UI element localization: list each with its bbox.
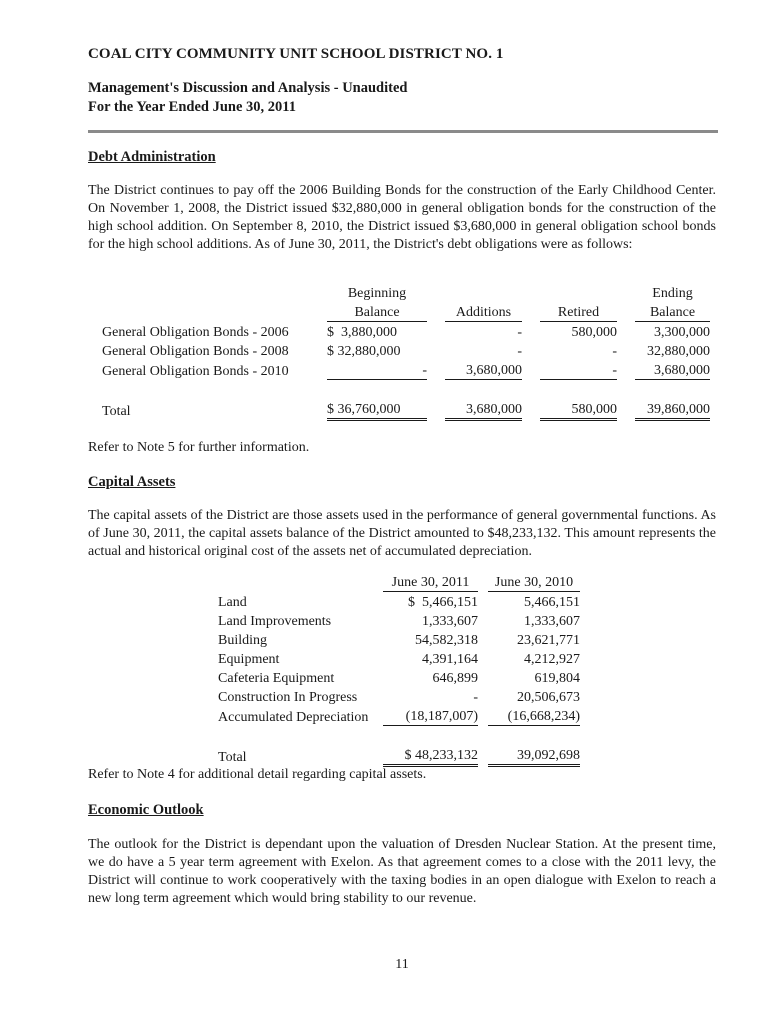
row-retired: 580,000 [571,325,617,340]
row-ending: 32,880,000 [647,344,710,359]
row-label: Accumulated Depreciation [218,709,369,725]
debt-header-row-1 [102,283,710,302]
row-2011: - [473,690,478,705]
table-row [218,668,580,687]
row-label: General Obligation Bonds - 2006 [102,325,289,340]
row-label: General Obligation Bonds - 2010 [102,363,289,379]
row-retired: - [612,344,617,359]
col-ending-2: Balance [635,302,710,322]
capital-heading: Capital Assets [88,474,176,490]
col-2010: June 30, 2010 [488,572,580,592]
table-row [218,611,580,630]
debt-header-row-2 [102,302,710,322]
col-additions: Additions [445,302,522,322]
row-2010: 5,466,151 [524,595,580,610]
table-row [102,322,710,342]
row-2011: 646,899 [432,671,478,686]
row-label: Land [218,595,247,610]
col-2011: June 30, 2011 [383,572,478,592]
row-2010: (16,668,234) [488,706,580,726]
row-2011: $ 5,466,151 [408,595,478,610]
table-row [218,592,580,612]
row-2010: 23,621,771 [517,633,580,648]
row-label: Cafeteria Equipment [218,671,335,686]
table-row [218,649,580,668]
row-retired: - [540,360,617,380]
total-additions: 3,680,000 [445,399,522,420]
row-label: Land Improvements [218,614,332,629]
total-label: Total [102,403,131,419]
total-retired: 580,000 [540,399,617,420]
total-beginning: $ 36,760,000 [327,399,427,420]
row-additions: - [517,344,522,359]
capital-paragraph: The capital assets of the District are those assets used in the performance of general governmental functions. As of June 30, 2011, the capital assets balance of the District amounted to $48,233,132. This amount represents the actual and historical original cost of the assets net of accumulated depreciation. [88,508,716,559]
report-subtitle: Management's Discussion and Analysis - Unaudited [88,80,408,96]
row-additions: - [517,325,522,340]
economic-paragraph: The outlook for the District is dependant upon the valuation of Dresden Nuclear Station. At the present time, we do have a 5 year term agreement with Exelon. As that agreement comes to a close with the 2011 levy, the District will continue to work cooperatively with the taxing bodies in an open dialogue with Exelon to reach a new long term agreement which would bring stability to our revenue. [88,837,716,906]
col-beginning-2: Balance [327,302,427,322]
debt-table [102,283,710,421]
row-ending: 3,300,000 [654,325,710,340]
total-ending: 39,860,000 [635,399,710,420]
total-label: Total [218,749,247,765]
row-label: General Obligation Bonds - 2008 [102,344,289,359]
col-ending-1: Ending [652,286,693,301]
table-row [218,630,580,649]
total-2010: 39,092,698 [488,745,580,766]
row-2010: 1,333,607 [524,614,580,629]
economic-heading: Economic Outlook [88,802,204,818]
total-row [102,399,710,420]
page-number: 11 [395,957,409,972]
row-label: Construction In Progress [218,690,358,705]
row-2011: 4,391,164 [422,652,478,667]
debt-paragraph: The District continues to pay off the 2006 Building Bonds for the construction of the Early Childhood Center. On November 1, 2008, the District issued $32,880,000 in general obligation bonds for the construction of the high school addition. On September 8, 2010, the District issued $3,680,000 in general obligation school bonds for the high school additions. As of June 30, 2011, the District's debt obligations were as follows: [88,183,716,252]
debt-heading: Debt Administration [88,149,216,165]
debt-note: Refer to Note 5 for further information. [88,440,310,455]
table-row [102,360,710,380]
row-beginning: - [327,360,427,380]
row-additions: 3,680,000 [445,360,522,380]
spacer-row [102,380,710,400]
row-2010: 4,212,927 [524,652,580,667]
row-2011: (18,187,007) [383,706,478,726]
row-2010: 619,804 [534,671,580,686]
table-row [102,341,710,360]
capital-header-row [218,572,580,592]
spacer-row [218,726,580,746]
header-rule [88,130,718,133]
row-2011: 1,333,607 [422,614,478,629]
district-title: COAL CITY COMMUNITY UNIT SCHOOL DISTRICT NO. 1 [88,46,504,62]
row-ending: 3,680,000 [635,360,710,380]
row-label: Equipment [218,652,280,667]
row-label: Building [218,633,268,648]
total-row [218,745,580,766]
col-retired: Retired [540,302,617,322]
report-period: For the Year Ended June 30, 2011 [88,99,296,115]
row-beginning: $ 32,880,000 [327,344,401,359]
row-2011: 54,582,318 [415,633,478,648]
col-beginning-1: Beginning [347,286,407,301]
total-2011: $ 48,233,132 [383,745,478,766]
row-beginning: $ 3,880,000 [327,325,397,340]
capital-note: Refer to Note 4 for additional detail regarding capital assets. [88,767,427,782]
table-row [218,706,580,726]
row-2010: 20,506,673 [517,690,580,705]
table-row [218,687,580,706]
capital-table [218,572,580,767]
